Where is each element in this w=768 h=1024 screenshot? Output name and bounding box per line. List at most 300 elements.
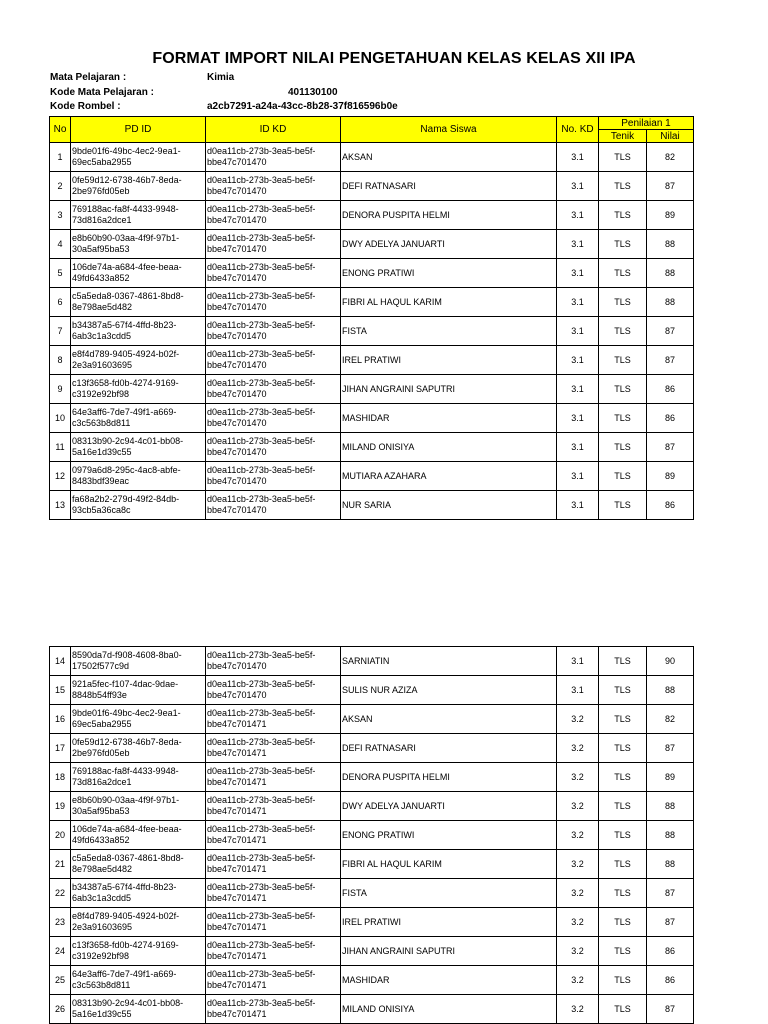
pd-id-line-2: 30a5af95ba53 xyxy=(72,244,130,254)
kode-rombel-value: a2cb7291-a24a-43cc-8b28-37f816596b0e xyxy=(207,101,398,112)
cell-pd-id xyxy=(71,375,206,404)
pd-id-line-2: 69ec5aba2955 xyxy=(72,157,132,167)
id-kd-line-2: bbe47c701470 xyxy=(207,476,267,486)
id-kd-line-1: d0ea11cb-273b-3ea5-be5f- xyxy=(207,204,316,214)
pd-id-line-1: 08313b90-2c94-4c01-bb08- xyxy=(72,436,184,446)
cell-nilai: 89 xyxy=(647,462,694,491)
cell-nilai: 87 xyxy=(647,879,694,908)
cell-nama-siswa: DWY ADELYA JANUARTI xyxy=(341,792,557,821)
kode-mapel-value: 401130100 xyxy=(288,87,338,98)
cell-id-kd xyxy=(206,404,341,433)
pd-id-line-2: 2be976fd05eb xyxy=(72,748,130,758)
id-kd-line-2: bbe47c701471 xyxy=(207,893,267,903)
cell-nilai: 86 xyxy=(647,375,694,404)
cell-id-kd xyxy=(206,346,341,375)
id-kd-line-2: bbe47c701470 xyxy=(207,505,267,515)
cell-pd-id xyxy=(71,491,206,520)
pd-id-line-2: 8483bdf39eac xyxy=(72,476,130,486)
cell-pd-id xyxy=(71,143,206,172)
cell-teknik: TLS xyxy=(599,821,647,850)
cell-pd-id xyxy=(71,908,206,937)
id-kd-line-1: d0ea11cb-273b-3ea5-be5f- xyxy=(207,262,316,272)
cell-nilai: 87 xyxy=(647,346,694,375)
cell-id-kd xyxy=(206,908,341,937)
cell-no-kd: 3.1 xyxy=(557,288,599,317)
cell-no-kd: 3.1 xyxy=(557,433,599,462)
cell-no: 16 xyxy=(50,705,71,734)
cell-no: 19 xyxy=(50,792,71,821)
cell-nama-siswa: DEFI RATNASARI xyxy=(341,734,557,763)
pd-id-line-1: 769188ac-fa8f-4433-9948- xyxy=(72,204,179,214)
id-kd-line-2: bbe47c701470 xyxy=(207,273,267,283)
pd-id-line-2: 93cb5a36ca8c xyxy=(72,505,131,515)
id-kd-line-1: d0ea11cb-273b-3ea5-be5f- xyxy=(207,853,316,863)
pd-id-line-2: c3c563b8d811 xyxy=(72,418,131,428)
cell-nama-siswa: JIHAN ANGRAINI SAPUTRI xyxy=(341,937,557,966)
cell-pd-id xyxy=(71,462,206,491)
cell-nama-siswa: FISTA xyxy=(341,317,557,346)
cell-teknik: TLS xyxy=(599,404,647,433)
cell-no-kd: 3.2 xyxy=(557,705,599,734)
cell-no-kd: 3.1 xyxy=(557,676,599,705)
id-kd-line-2: bbe47c701470 xyxy=(207,389,267,399)
cell-nilai: 87 xyxy=(647,734,694,763)
cell-nilai: 89 xyxy=(647,201,694,230)
cell-no-kd: 3.1 xyxy=(557,647,599,676)
id-kd-line-1: d0ea11cb-273b-3ea5-be5f- xyxy=(207,679,316,689)
cell-pd-id xyxy=(71,937,206,966)
cell-nilai: 88 xyxy=(647,821,694,850)
pd-id-line-2: 73d816a2dce1 xyxy=(72,215,132,225)
cell-nama-siswa: DENORA PUSPITA HELMI xyxy=(341,763,557,792)
table-row xyxy=(50,143,694,172)
cell-id-kd xyxy=(206,995,341,1024)
cell-pd-id xyxy=(71,995,206,1024)
id-kd-line-1: d0ea11cb-273b-3ea5-be5f- xyxy=(207,708,316,718)
table-row xyxy=(50,230,694,259)
cell-nama-siswa: MILAND ONISIYA xyxy=(341,995,557,1024)
cell-pd-id xyxy=(71,821,206,850)
cell-no-kd: 3.2 xyxy=(557,792,599,821)
cell-teknik: TLS xyxy=(599,201,647,230)
cell-no: 14 xyxy=(50,647,71,676)
id-kd-line-1: d0ea11cb-273b-3ea5-be5f- xyxy=(207,233,316,243)
pd-id-line-1: 106de74a-a684-4fee-beaa- xyxy=(72,824,182,834)
pd-id-line-1: 9bde01f6-49bc-4ec2-9ea1- xyxy=(72,146,181,156)
id-kd-line-1: d0ea11cb-273b-3ea5-be5f- xyxy=(207,436,316,446)
pd-id-line-2: 49fd6433a852 xyxy=(72,835,130,845)
mapel-label: Mata Pelajaran : xyxy=(50,72,127,83)
pd-id-line-1: 769188ac-fa8f-4433-9948- xyxy=(72,766,179,776)
table-row xyxy=(50,462,694,491)
kode-rombel-label: Kode Rombel : xyxy=(50,101,121,112)
cell-pd-id xyxy=(71,850,206,879)
id-kd-line-2: bbe47c701470 xyxy=(207,302,267,312)
cell-id-kd xyxy=(206,966,341,995)
id-kd-line-1: d0ea11cb-273b-3ea5-be5f- xyxy=(207,940,316,950)
cell-no: 17 xyxy=(50,734,71,763)
id-kd-line-1: d0ea11cb-273b-3ea5-be5f- xyxy=(207,882,316,892)
cell-teknik: TLS xyxy=(599,792,647,821)
cell-nama-siswa: DWY ADELYA JANUARTI xyxy=(341,230,557,259)
cell-nama-siswa: AKSAN xyxy=(341,143,557,172)
cell-no: 23 xyxy=(50,908,71,937)
pd-id-line-1: 0979a6d8-295c-4ac8-abfe- xyxy=(72,465,181,475)
id-kd-line-1: d0ea11cb-273b-3ea5-be5f- xyxy=(207,824,316,834)
cell-no: 26 xyxy=(50,995,71,1024)
table-row xyxy=(50,375,694,404)
table-row xyxy=(50,908,694,937)
cell-id-kd xyxy=(206,705,341,734)
cell-no: 25 xyxy=(50,966,71,995)
pd-id-line-2: 17502f577c9d xyxy=(72,661,130,671)
pd-id-line-1: c13f3658-fd0b-4274-9169- xyxy=(72,378,179,388)
cell-nilai: 87 xyxy=(647,172,694,201)
table-row xyxy=(50,491,694,520)
cell-nilai: 88 xyxy=(647,850,694,879)
cell-id-kd xyxy=(206,143,341,172)
cell-teknik: TLS xyxy=(599,433,647,462)
cell-nilai: 88 xyxy=(647,676,694,705)
id-kd-line-1: d0ea11cb-273b-3ea5-be5f- xyxy=(207,320,316,330)
id-kd-line-1: d0ea11cb-273b-3ea5-be5f- xyxy=(207,465,316,475)
header-id-kd: ID KD xyxy=(206,117,341,143)
id-kd-line-2: bbe47c701470 xyxy=(207,447,267,457)
cell-nilai: 86 xyxy=(647,966,694,995)
cell-nama-siswa: JIHAN ANGRAINI SAPUTRI xyxy=(341,375,557,404)
cell-teknik: TLS xyxy=(599,288,647,317)
cell-nama-siswa: ENONG PRATIWI xyxy=(341,821,557,850)
id-kd-line-2: bbe47c701471 xyxy=(207,922,267,932)
pd-id-line-1: 0fe59d12-6738-46b7-8eda- xyxy=(72,737,182,747)
cell-teknik: TLS xyxy=(599,763,647,792)
cell-id-kd xyxy=(206,491,341,520)
cell-id-kd xyxy=(206,850,341,879)
table-row xyxy=(50,763,694,792)
id-kd-line-1: d0ea11cb-273b-3ea5-be5f- xyxy=(207,795,316,805)
cell-nilai: 88 xyxy=(647,288,694,317)
cell-id-kd xyxy=(206,647,341,676)
table-row xyxy=(50,821,694,850)
table-row xyxy=(50,433,694,462)
cell-nama-siswa: FIBRI AL HAQUL KARIM xyxy=(341,850,557,879)
cell-no: 7 xyxy=(50,317,71,346)
cell-teknik: TLS xyxy=(599,375,647,404)
pd-id-line-1: fa68a2b2-279d-49f2-84db- xyxy=(72,494,180,504)
cell-teknik: TLS xyxy=(599,995,647,1024)
cell-nilai: 88 xyxy=(647,259,694,288)
cell-pd-id xyxy=(71,676,206,705)
cell-pd-id xyxy=(71,647,206,676)
table-row xyxy=(50,879,694,908)
cell-no: 22 xyxy=(50,879,71,908)
table-row xyxy=(50,705,694,734)
cell-nama-siswa: SARNIATIN xyxy=(341,647,557,676)
id-kd-line-1: d0ea11cb-273b-3ea5-be5f- xyxy=(207,650,316,660)
cell-nama-siswa: MUTIARA AZAHARA xyxy=(341,462,557,491)
pd-id-line-2: 30a5af95ba53 xyxy=(72,806,130,816)
cell-teknik: TLS xyxy=(599,346,647,375)
cell-id-kd xyxy=(206,230,341,259)
cell-nama-siswa: NUR SARIA xyxy=(341,491,557,520)
cell-no: 12 xyxy=(50,462,71,491)
cell-teknik: TLS xyxy=(599,143,647,172)
cell-nilai: 90 xyxy=(647,647,694,676)
cell-no: 18 xyxy=(50,763,71,792)
table-row xyxy=(50,647,694,676)
cell-pd-id xyxy=(71,763,206,792)
cell-nama-siswa: IREL PRATIWI xyxy=(341,908,557,937)
cell-no-kd: 3.1 xyxy=(557,317,599,346)
cell-pd-id xyxy=(71,734,206,763)
table-row xyxy=(50,676,694,705)
mapel-value: Kimia xyxy=(207,72,235,83)
cell-nama-siswa: IREL PRATIWI xyxy=(341,346,557,375)
id-kd-line-2: bbe47c701470 xyxy=(207,186,267,196)
cell-no-kd: 3.2 xyxy=(557,879,599,908)
pd-id-line-1: c5a5eda8-0367-4861-8bd8- xyxy=(72,291,184,301)
header-no: No xyxy=(50,117,71,143)
cell-pd-id xyxy=(71,433,206,462)
cell-pd-id xyxy=(71,879,206,908)
cell-nilai: 87 xyxy=(647,317,694,346)
pd-id-line-1: 64e3aff6-7de7-49f1-a669- xyxy=(72,407,177,417)
id-kd-line-1: d0ea11cb-273b-3ea5-be5f- xyxy=(207,969,316,979)
cell-nilai: 89 xyxy=(647,763,694,792)
table-row xyxy=(50,850,694,879)
header-teknik: Tenik xyxy=(599,130,647,143)
cell-nama-siswa: MASHIDAR xyxy=(341,404,557,433)
cell-nama-siswa: AKSAN xyxy=(341,705,557,734)
cell-id-kd xyxy=(206,317,341,346)
page-title: FORMAT IMPORT NILAI PENGETAHUAN KELAS KELAS XII IPA xyxy=(152,50,636,67)
cell-teknik: TLS xyxy=(599,966,647,995)
pd-id-line-1: 106de74a-a684-4fee-beaa- xyxy=(72,262,182,272)
table-row xyxy=(50,346,694,375)
id-kd-line-2: bbe47c701470 xyxy=(207,215,267,225)
cell-pd-id xyxy=(71,966,206,995)
cell-no-kd: 3.1 xyxy=(557,375,599,404)
id-kd-line-2: bbe47c701471 xyxy=(207,719,267,729)
id-kd-line-1: d0ea11cb-273b-3ea5-be5f- xyxy=(207,378,316,388)
id-kd-line-2: bbe47c701470 xyxy=(207,157,267,167)
table-row xyxy=(50,937,694,966)
cell-pd-id xyxy=(71,230,206,259)
nilai-table-page-1 xyxy=(49,116,694,520)
pd-id-line-1: e8b60b90-03aa-4f9f-97b1- xyxy=(72,233,180,243)
cell-id-kd xyxy=(206,676,341,705)
cell-no-kd: 3.2 xyxy=(557,966,599,995)
table-row xyxy=(50,201,694,230)
cell-nama-siswa: DENORA PUSPITA HELMI xyxy=(341,201,557,230)
cell-no-kd: 3.1 xyxy=(557,259,599,288)
cell-no: 13 xyxy=(50,491,71,520)
id-kd-line-2: bbe47c701470 xyxy=(207,661,267,671)
cell-nilai: 86 xyxy=(647,937,694,966)
cell-pd-id xyxy=(71,346,206,375)
id-kd-line-1: d0ea11cb-273b-3ea5-be5f- xyxy=(207,911,316,921)
cell-nilai: 86 xyxy=(647,491,694,520)
cell-no: 8 xyxy=(50,346,71,375)
cell-nilai: 86 xyxy=(647,404,694,433)
table-row xyxy=(50,404,694,433)
cell-teknik: TLS xyxy=(599,908,647,937)
id-kd-line-2: bbe47c701471 xyxy=(207,864,267,874)
id-kd-line-2: bbe47c701471 xyxy=(207,835,267,845)
cell-no-kd: 3.1 xyxy=(557,230,599,259)
pd-id-line-2: 8848b54ff93e xyxy=(72,690,127,700)
cell-id-kd xyxy=(206,879,341,908)
pd-id-line-2: c3192e92bf98 xyxy=(72,389,130,399)
pd-id-line-1: 08313b90-2c94-4c01-bb08- xyxy=(72,998,184,1008)
id-kd-line-1: d0ea11cb-273b-3ea5-be5f- xyxy=(207,737,316,747)
pd-id-line-1: e8f4d789-9405-4924-b02f- xyxy=(72,911,180,921)
cell-teknik: TLS xyxy=(599,462,647,491)
table-row xyxy=(50,259,694,288)
pd-id-line-1: e8f4d789-9405-4924-b02f- xyxy=(72,349,180,359)
cell-teknik: TLS xyxy=(599,317,647,346)
table-row xyxy=(50,172,694,201)
table-row xyxy=(50,317,694,346)
pd-id-line-2: c3192e92bf98 xyxy=(72,951,130,961)
pd-id-line-1: c13f3658-fd0b-4274-9169- xyxy=(72,940,179,950)
header-nama-siswa: Nama Siswa xyxy=(341,117,557,143)
cell-nilai: 87 xyxy=(647,908,694,937)
nilai-table-page-2 xyxy=(49,646,694,1024)
pd-id-line-1: 0fe59d12-6738-46b7-8eda- xyxy=(72,175,182,185)
pd-id-line-2: 69ec5aba2955 xyxy=(72,719,132,729)
pd-id-line-2: 6ab3c1a3cdd5 xyxy=(72,893,132,903)
cell-pd-id xyxy=(71,288,206,317)
cell-pd-id xyxy=(71,172,206,201)
cell-teknik: TLS xyxy=(599,850,647,879)
cell-nama-siswa: MASHIDAR xyxy=(341,966,557,995)
cell-pd-id xyxy=(71,317,206,346)
cell-no: 5 xyxy=(50,259,71,288)
id-kd-line-2: bbe47c701471 xyxy=(207,777,267,787)
cell-id-kd xyxy=(206,792,341,821)
pd-id-line-1: 8590da7d-f908-4608-8ba0- xyxy=(72,650,182,660)
id-kd-line-1: d0ea11cb-273b-3ea5-be5f- xyxy=(207,766,316,776)
cell-id-kd xyxy=(206,821,341,850)
cell-no: 15 xyxy=(50,676,71,705)
cell-nilai: 82 xyxy=(647,705,694,734)
kode-mapel-label: Kode Mata Pelajaran : xyxy=(50,87,154,98)
pd-id-line-2: c3c563b8d811 xyxy=(72,980,131,990)
table-row xyxy=(50,288,694,317)
cell-no-kd: 3.2 xyxy=(557,821,599,850)
pd-id-line-2: 49fd6433a852 xyxy=(72,273,130,283)
pd-id-line-1: e8b60b90-03aa-4f9f-97b1- xyxy=(72,795,180,805)
cell-id-kd xyxy=(206,433,341,462)
pd-id-line-2: 8e798ae5d482 xyxy=(72,864,133,874)
cell-no-kd: 3.2 xyxy=(557,908,599,937)
cell-pd-id xyxy=(71,259,206,288)
cell-no: 2 xyxy=(50,172,71,201)
header-no-kd: No. KD xyxy=(557,117,599,143)
cell-teknik: TLS xyxy=(599,172,647,201)
cell-no-kd: 3.1 xyxy=(557,346,599,375)
id-kd-line-2: bbe47c701471 xyxy=(207,980,267,990)
cell-no: 21 xyxy=(50,850,71,879)
id-kd-line-2: bbe47c701471 xyxy=(207,951,267,961)
id-kd-line-1: d0ea11cb-273b-3ea5-be5f- xyxy=(207,998,316,1008)
cell-teknik: TLS xyxy=(599,647,647,676)
cell-id-kd xyxy=(206,763,341,792)
pd-id-line-1: b34387a5-67f4-4ffd-8b23- xyxy=(72,882,177,892)
cell-teknik: TLS xyxy=(599,879,647,908)
cell-nama-siswa: FIBRI AL HAQUL KARIM xyxy=(341,288,557,317)
cell-no-kd: 3.1 xyxy=(557,491,599,520)
cell-no-kd: 3.2 xyxy=(557,995,599,1024)
pd-id-line-2: 2e3a91603695 xyxy=(72,922,133,932)
pd-id-line-1: c5a5eda8-0367-4861-8bd8- xyxy=(72,853,184,863)
pd-id-line-1: b34387a5-67f4-4ffd-8b23- xyxy=(72,320,177,330)
table-row xyxy=(50,734,694,763)
pd-id-line-2: 5a16e1d39c55 xyxy=(72,447,132,457)
pd-id-line-2: 73d816a2dce1 xyxy=(72,777,132,787)
id-kd-line-2: bbe47c701470 xyxy=(207,418,267,428)
table-row xyxy=(50,966,694,995)
header-pd-id: PD ID xyxy=(71,117,206,143)
cell-pd-id xyxy=(71,201,206,230)
cell-no: 9 xyxy=(50,375,71,404)
pd-id-line-1: 64e3aff6-7de7-49f1-a669- xyxy=(72,969,177,979)
cell-no: 6 xyxy=(50,288,71,317)
cell-no-kd: 3.1 xyxy=(557,143,599,172)
cell-no-kd: 3.2 xyxy=(557,937,599,966)
cell-no: 4 xyxy=(50,230,71,259)
cell-nilai: 82 xyxy=(647,143,694,172)
pd-id-line-2: 8e798ae5d482 xyxy=(72,302,133,312)
id-kd-line-2: bbe47c701470 xyxy=(207,244,267,254)
pd-id-line-2: 2e3a91603695 xyxy=(72,360,133,370)
cell-pd-id xyxy=(71,792,206,821)
id-kd-line-2: bbe47c701470 xyxy=(207,360,267,370)
cell-teknik: TLS xyxy=(599,230,647,259)
cell-teknik: TLS xyxy=(599,259,647,288)
cell-nama-siswa: SULIS NUR AZIZA xyxy=(341,676,557,705)
pd-id-line-2: 6ab3c1a3cdd5 xyxy=(72,331,132,341)
cell-no-kd: 3.2 xyxy=(557,734,599,763)
id-kd-line-2: bbe47c701470 xyxy=(207,690,267,700)
cell-pd-id xyxy=(71,404,206,433)
header-nilai: Nilai xyxy=(647,130,694,143)
cell-id-kd xyxy=(206,172,341,201)
header-penilaian: Penilaian 1 xyxy=(599,117,694,130)
cell-id-kd xyxy=(206,259,341,288)
cell-no-kd: 3.1 xyxy=(557,462,599,491)
cell-teknik: TLS xyxy=(599,705,647,734)
id-kd-line-1: d0ea11cb-273b-3ea5-be5f- xyxy=(207,175,316,185)
cell-no: 11 xyxy=(50,433,71,462)
cell-nilai: 88 xyxy=(647,792,694,821)
cell-id-kd xyxy=(206,201,341,230)
id-kd-line-1: d0ea11cb-273b-3ea5-be5f- xyxy=(207,291,316,301)
cell-no: 20 xyxy=(50,821,71,850)
cell-teknik: TLS xyxy=(599,676,647,705)
cell-no-kd: 3.1 xyxy=(557,201,599,230)
cell-id-kd xyxy=(206,288,341,317)
id-kd-line-1: d0ea11cb-273b-3ea5-be5f- xyxy=(207,407,316,417)
cell-teknik: TLS xyxy=(599,734,647,763)
table-row xyxy=(50,995,694,1024)
table-row xyxy=(50,792,694,821)
cell-nilai: 87 xyxy=(647,433,694,462)
id-kd-line-2: bbe47c701471 xyxy=(207,1009,267,1019)
cell-nama-siswa: MILAND ONISIYA xyxy=(341,433,557,462)
cell-no: 1 xyxy=(50,143,71,172)
